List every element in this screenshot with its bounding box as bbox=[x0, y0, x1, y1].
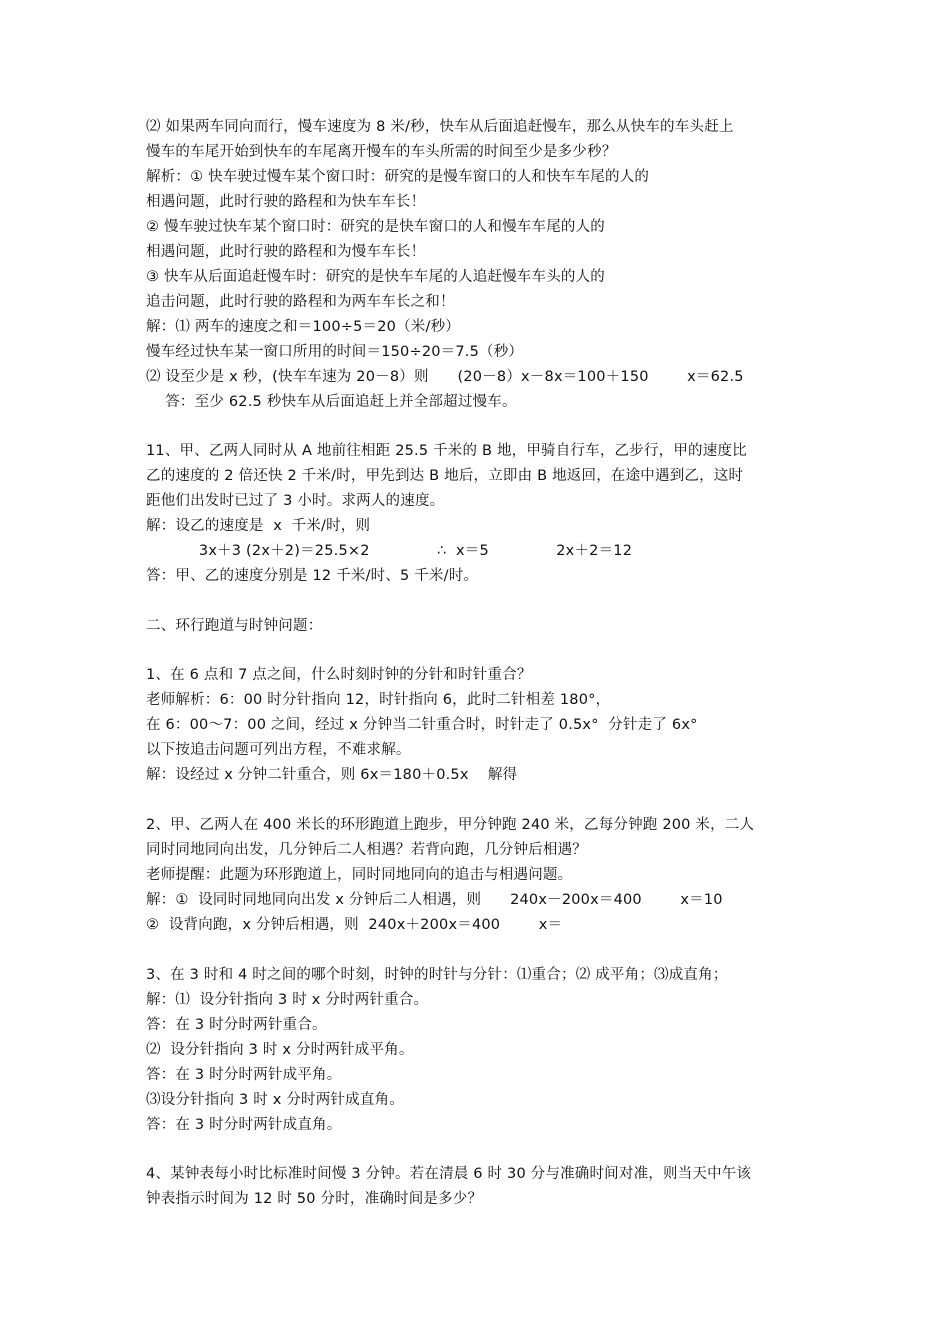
text-line: 答：甲、乙的速度分别是 12 千米/时、5 千米/时。 bbox=[146, 568, 479, 584]
text-line: ⑶设分针指向 3 时 x 分时两针成直角。 bbox=[146, 1092, 404, 1108]
text-line: 11、甲、乙两人同时从 A 地前往相距 25.5 千米的 B 地，甲骑自行车，乙步行，甲的速度比 bbox=[146, 443, 747, 459]
text-line: 钟表指示时间为 12 时 50 分时，准确时间是多少？ bbox=[146, 1191, 483, 1207]
text-line: 距他们出发时已过了 3 小时。求两人的速度。 bbox=[146, 493, 445, 509]
text-line: 老师解析：6：00 时分针指向 12，时针指向 6，此时二针相差 180°， bbox=[146, 692, 611, 708]
text-line: 慢车经过快车某一窗口所用的时间＝150÷20＝7.5（秒） bbox=[146, 344, 524, 360]
text-line: 答：至少 62.5 秒快车从后面追赶上并全部超过慢车。 bbox=[146, 394, 517, 410]
text-line: 解：⑴ 两车的速度之和＝100÷5＝20（米/秒） bbox=[146, 319, 460, 335]
text-line: 3x＋3 (2x＋2)＝25.5×2 ∴ x＝5 2x＋2＝12 bbox=[146, 543, 633, 559]
text-line: 答：在 3 时分时两针成平角。 bbox=[146, 1067, 342, 1083]
text-line: ⑵ 设分针指向 3 时 x 分时两针成平角。 bbox=[146, 1042, 414, 1058]
text-line: 解析：① 快车驶过慢车某个窗口时：研究的是慢车窗口的人和快车车尾的人的 bbox=[146, 169, 650, 185]
text-line: ③ 快车从后面追赶慢车时：研究的是快车车尾的人追赶慢车车头的人的 bbox=[146, 269, 606, 285]
text-line: 相遇问题，此时行驶的路程和为快车车长！ bbox=[146, 194, 426, 210]
text-line: 以下按追击问题可列出方程，不难求解。 bbox=[146, 742, 411, 758]
text-line: ② 慢车驶过快车某个窗口时：研究的是快车窗口的人和慢车车尾的人的 bbox=[146, 219, 606, 235]
text-line: 解：设经过 x 分钟二针重合，则 6x＝180＋0.5x 解得 bbox=[146, 767, 518, 783]
text-line: ② 设背向跑，x 分钟后相遇，则 240x＋200x＝400 x＝ bbox=[146, 917, 563, 933]
text-line: 2、甲、乙两人在 400 米长的环形跑道上跑步，甲分钟跑 240 米，乙每分钟跑 200 米，二人 bbox=[146, 817, 755, 833]
text-line: ⑵ 设至少是 x 秒，(快车车速为 20－8）则 (20－8）x－8x＝100＋150 x＝62.5 bbox=[146, 369, 744, 385]
text-line: 1、在 6 点和 7 点之间，什么时刻时钟的分针和时针重合？ bbox=[146, 667, 532, 683]
text-line: 3、在 3 时和 4 时之间的哪个时刻，时钟的时针与分针：⑴重合；⑵ 成平角；⑶成直角； bbox=[146, 967, 728, 983]
text-line: ⑵ 如果两车同向而行，慢车速度为 8 米/秒，快车从后面追赶慢车，那么从快车的车头赶上 bbox=[146, 119, 734, 135]
text-line: 乙的速度的 2 倍还快 2 千米/时，甲先到达 B 地后，立即由 B 地返回，在途中遇到乙，这时 bbox=[146, 468, 744, 484]
text-line: 4、某钟表每小时比标准时间慢 3 分钟。若在清晨 6 时 30 分与准确时间对准，则当天中午该 bbox=[146, 1166, 752, 1182]
text-line: 相遇问题，此时行驶的路程和为慢车车长！ bbox=[146, 244, 426, 260]
text-line: 在 6：00～7：00 之间，经过 x 分钟当二针重合时，时针走了 0.5x° 分针走了 6x° bbox=[146, 717, 698, 733]
text-line: 解：⑴ 设分针指向 3 时 x 分时两针重合。 bbox=[146, 992, 429, 1008]
section-heading: 二、环行跑道与时钟问题： bbox=[146, 618, 323, 634]
text-line: 同时同地同向出发，几分钟后二人相遇？若背向跑，几分钟后相遇？ bbox=[146, 842, 587, 858]
text-line: 追击问题，此时行驶的路程和为两车车长之和！ bbox=[146, 294, 455, 310]
text-line: 答：在 3 时分时两针重合。 bbox=[146, 1017, 327, 1033]
text-line: 解：设乙的速度是 x 千米/时，则 bbox=[146, 518, 371, 534]
text-line: 解：① 设同时同地同向出发 x 分钟后二人相遇，则 240x－200x＝400 x＝10 bbox=[146, 892, 723, 908]
text-line: 老师提醒：此题为环形跑道上，同时同地同向的追击与相遇问题。 bbox=[146, 867, 573, 883]
text-line: 答：在 3 时分时两针成直角。 bbox=[146, 1117, 342, 1133]
text-line: 慢车的车尾开始到快车的车尾离开慢车的车头所需的时间至少是多少秒？ bbox=[146, 144, 617, 160]
